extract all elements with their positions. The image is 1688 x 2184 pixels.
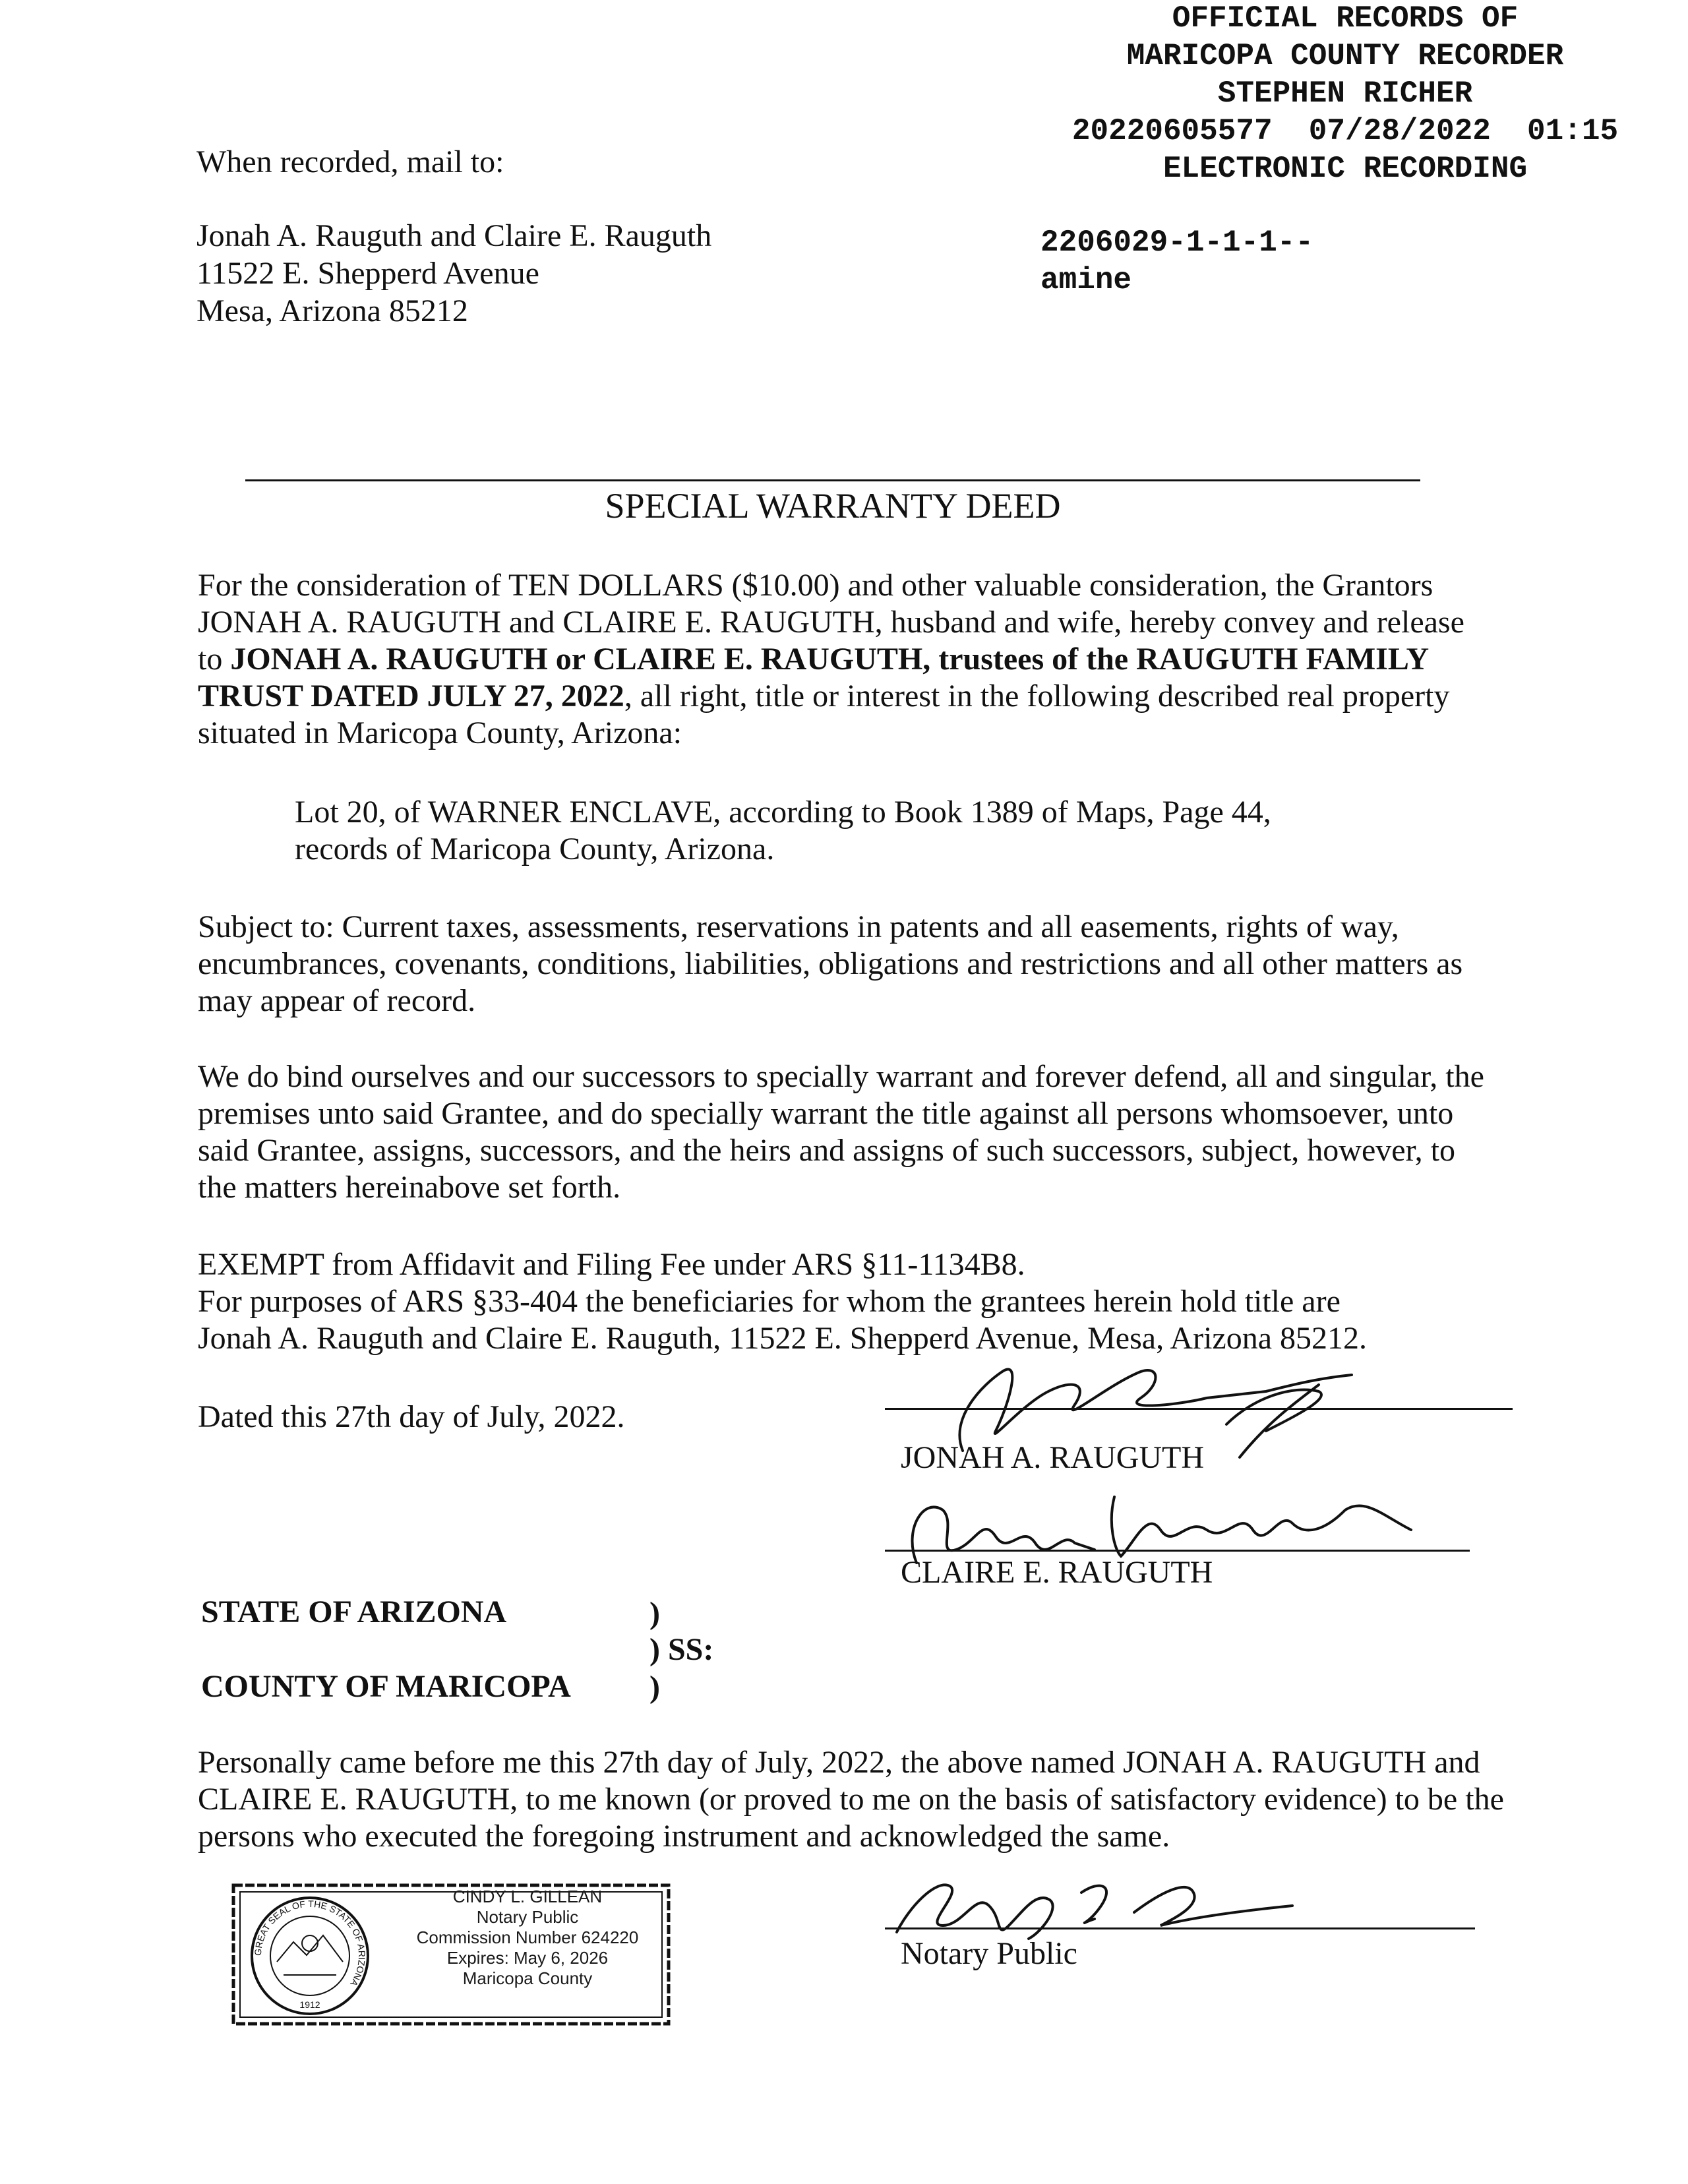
recorder-header bbox=[1035, 0, 1655, 188]
title-rule bbox=[245, 479, 1420, 481]
consideration-text-a: For the consideration of TEN DOLLARS ($10.00) and other valuable consideration, the Grantors JONAH A. RAUGUTH and CLAIRE E. RAUGUTH, husband and wife, hereby convey and release to bbox=[198, 568, 1464, 677]
venue-ss: ) SS: bbox=[649, 1632, 714, 1667]
venue-state: STATE OF ARIZONA bbox=[201, 1594, 507, 1629]
seal-ring-text: GREAT SEAL OF THE STATE OF ARIZONA bbox=[252, 1898, 368, 1988]
grantor1-signature-line bbox=[885, 1408, 1513, 1410]
recorder-line-1: OFFICIAL RECORDS OF bbox=[1172, 1, 1519, 36]
notary-signature-line bbox=[885, 1927, 1475, 1929]
recording-type: ELECTRONIC RECORDING bbox=[1162, 152, 1528, 186]
recording-ref-id: 2206029-1-1-1-- bbox=[1040, 226, 1314, 260]
subject-to-paragraph bbox=[198, 909, 1490, 1019]
grantor2-signature-line bbox=[885, 1550, 1470, 1552]
mail-to-label: When recorded, mail to: bbox=[196, 144, 504, 179]
mail-to-city: Mesa, Arizona 85212 bbox=[196, 293, 468, 328]
subject-to-text: Subject to: Current taxes, assessments, reservations in patents and all easements, rights of way, encumbrances, covenants, conditions, liabilities, obligations and restrictions and all other matters as may appear of record. bbox=[198, 909, 1463, 1018]
acknowledgment-paragraph: Personally came before me this 27th day of July, 2022, the above named JONAH A. RAUGUTH and CLAIRE E. RAUGUTH, to me known (or proved to me on the basis of satisfactory evidence) to be the persons who executed the foregoing instrument and acknowledged the same. bbox=[198, 1745, 1504, 1854]
grantee-trustees: JONAH A. RAUGUTH or CLAIRE E. RAUGUTH, trustees of the RAUGUTH FAMILY TRUST DATED JULY 27, 2022 bbox=[198, 642, 1428, 713]
consideration-text-b: , all right, title or interest in the following described real property situated in Maricopa County, Arizona: bbox=[198, 679, 1450, 750]
legal-description-line-1: Lot 20, of WARNER ENCLAVE, according to Book 1389 of Maps, Page 44, bbox=[295, 795, 1271, 830]
legal-description-line-2: records of Maricopa County, Arizona. bbox=[295, 832, 775, 866]
recorder-name: STEPHEN RICHER bbox=[1217, 76, 1473, 111]
venue-county: COUNTY OF MARICOPA bbox=[201, 1669, 571, 1704]
notary-title: Notary Public bbox=[476, 1907, 579, 1927]
recorder-line-2: MARICOPA COUNTY RECORDER bbox=[1126, 39, 1564, 73]
notary-seal-text bbox=[389, 1887, 666, 1989]
mail-to-name: Jonah A. Rauguth and Claire E. Rauguth bbox=[196, 218, 712, 253]
notary-county: Maricopa County bbox=[462, 1968, 593, 1988]
exempt-line-1: EXEMPT from Affidavit and Filing Fee under ARS §11-1134B8. bbox=[198, 1247, 1025, 1282]
seal-year: 1912 bbox=[299, 1999, 320, 2010]
notary-commission: Commission Number 624220 bbox=[416, 1927, 639, 1947]
dated-line: Dated this 27th day of July, 2022. bbox=[198, 1399, 625, 1434]
exemption-paragraph bbox=[198, 1246, 1490, 1357]
exempt-line-2: For purposes of ARS §33-404 the beneficiaries for whom the grantees herein hold title are bbox=[198, 1284, 1341, 1319]
venue-paren-top: ) bbox=[649, 1596, 660, 1631]
notary-signature bbox=[884, 1853, 1358, 1945]
notary-expiration: Expires: May 6, 2026 bbox=[446, 1948, 609, 1968]
grantor1-name: JONAH A. RAUGUTH bbox=[901, 1440, 1205, 1475]
notary-public-label: Notary Public bbox=[901, 1936, 1077, 1971]
notary-name: CINDY L. GILLEAN bbox=[452, 1887, 603, 1906]
mail-to-address bbox=[196, 218, 711, 330]
notary-seal bbox=[231, 1883, 671, 2026]
legal-description bbox=[295, 794, 1416, 868]
consideration-paragraph bbox=[198, 567, 1490, 752]
mail-to-street: 11522 E. Shepperd Avenue bbox=[196, 256, 539, 291]
exempt-line-3: Jonah A. Rauguth and Claire E. Rauguth, 11522 E. Shepperd Avenue, Mesa, Arizona 85212. bbox=[198, 1321, 1368, 1356]
recording-number-date: 20220605577 07/28/2022 01:15 bbox=[1071, 114, 1619, 148]
venue-paren-bottom: ) bbox=[649, 1670, 660, 1705]
warranty-text: We do bind ourselves and our successors to specially warrant and forever defend, all and singular, the premises unto said Grantee, and do specially warrant the title against all persons whomsoever, unto said Grantee, assigns, successors, and the heirs and assigns of such successors, subject, however, to the matters hereinabove set forth. bbox=[198, 1059, 1484, 1205]
document-title: SPECIAL WARRANTY DEED bbox=[605, 486, 1061, 526]
grantor2-name: CLAIRE E. RAUGUTH bbox=[901, 1555, 1213, 1590]
warranty-paragraph bbox=[198, 1058, 1490, 1206]
recording-reference bbox=[1040, 224, 1313, 299]
recording-ref-user: amine bbox=[1040, 263, 1132, 297]
